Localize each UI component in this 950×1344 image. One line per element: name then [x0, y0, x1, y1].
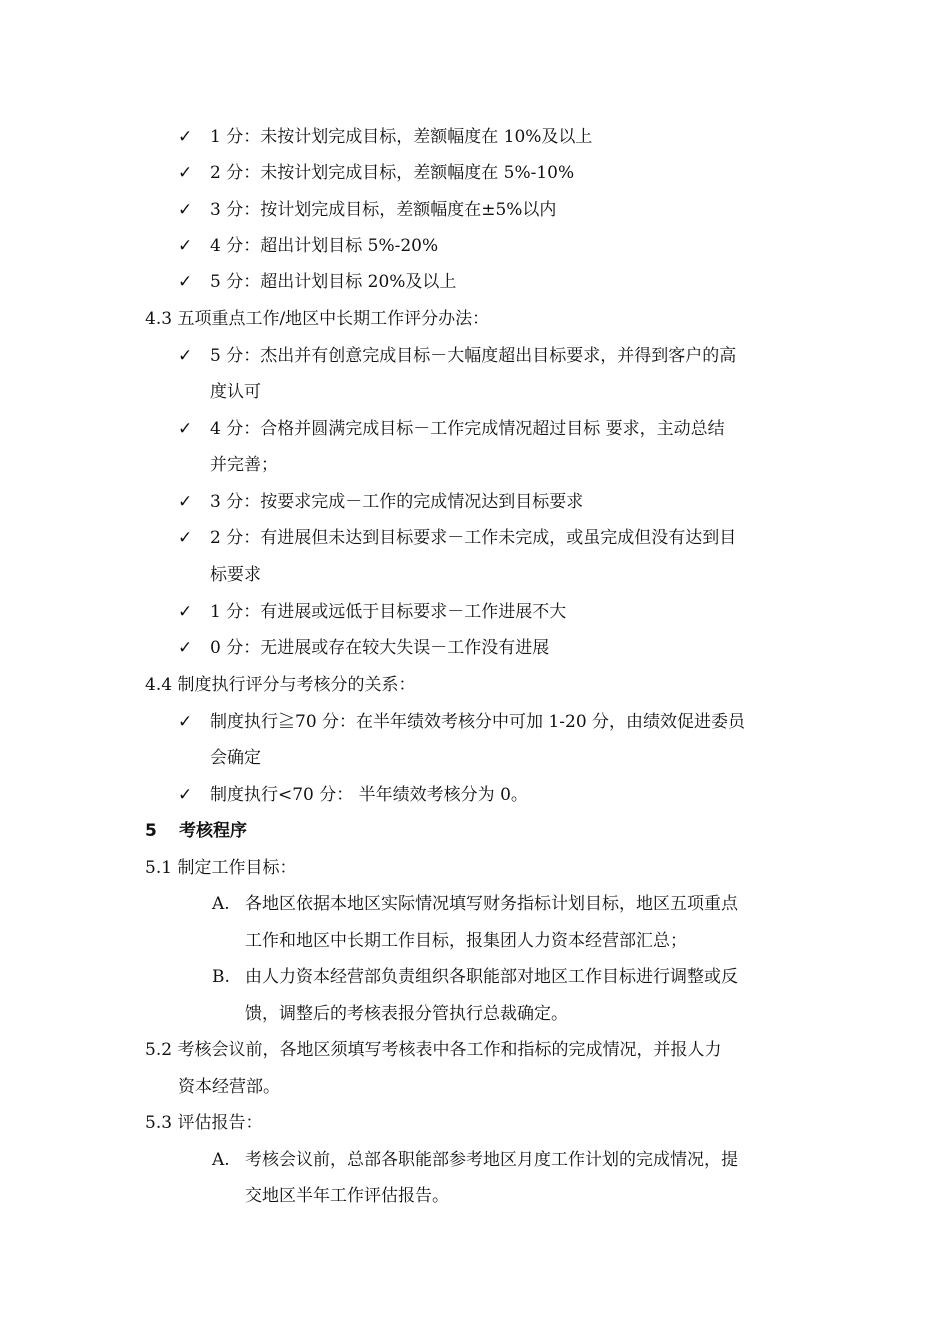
list-item: 0 分：无进展或存在较大失误－工作没有进展	[210, 638, 550, 658]
list-item-continuation: 会确定	[210, 748, 261, 768]
section-heading-5-1: 5.1 制定工作目标：	[145, 858, 297, 878]
check-icon: ✓	[178, 492, 193, 512]
check-icon: ✓	[178, 127, 193, 147]
section-heading-5-3: 5.3 评估报告：	[145, 1113, 263, 1133]
check-icon: ✓	[178, 528, 193, 548]
list-item: 3 分：按要求完成－工作的完成情况达到目标要求	[210, 492, 584, 512]
list-item: 4 分：合格并圆满完成目标－工作完成情况超过目标 要求，主动总结	[210, 419, 725, 439]
list-item: 4 分：超出计划目标 5%-20%	[210, 236, 439, 256]
list-item: 5 分：杰出并有创意完成目标－大幅度超出目标要求，并得到客户的高	[210, 346, 737, 366]
check-icon: ✓	[178, 419, 193, 439]
section-heading-4-4: 4.4 制度执行评分与考核分的关系：	[145, 675, 416, 695]
list-item-continuation: 标要求	[210, 565, 261, 585]
list-item: 考核会议前，总部各职能部参考地区月度工作计划的完成情况，提	[245, 1150, 738, 1170]
paragraph-continuation: 资本经营部。	[178, 1077, 280, 1097]
section-heading-4-3: 4.3 五项重点工作/地区中长期工作评分办法：	[145, 309, 490, 329]
list-item: 制度执行≧70 分：在半年绩效考核分中可加 1-20 分，由绩效促进委员	[210, 712, 746, 732]
list-item: 1 分：未按计划完成目标，差额幅度在 10%及以上	[210, 127, 593, 147]
check-icon: ✓	[178, 236, 193, 256]
list-item: 2 分：未按计划完成目标，差额幅度在 5%-10%	[210, 163, 575, 183]
check-icon: ✓	[178, 163, 193, 183]
list-item: 由人力资本经营部负责组织各职能部对地区工作目标进行调整或反	[245, 967, 738, 987]
list-item: 各地区依据本地区实际情况填写财务指标计划目标，地区五项重点	[245, 894, 738, 914]
list-item: 1 分：有进展或远低于目标要求－工作进展不大	[210, 602, 567, 622]
check-icon: ✓	[178, 346, 193, 366]
check-icon: ✓	[178, 602, 193, 622]
list-item-continuation: 度认可	[210, 382, 261, 402]
list-letter: A.	[212, 894, 230, 914]
check-icon: ✓	[178, 200, 193, 220]
list-letter: A.	[212, 1150, 230, 1170]
list-item-continuation: 交地区半年工作评估报告。	[245, 1186, 449, 1206]
list-item-continuation: 并完善；	[210, 455, 278, 475]
list-letter: B.	[212, 967, 230, 987]
list-item: 5 分：超出计划目标 20%及以上	[210, 272, 457, 292]
check-icon: ✓	[178, 785, 193, 805]
list-item-continuation: 馈，调整后的考核表报分管执行总裁确定。	[245, 1004, 568, 1024]
paragraph-5-2: 5.2 考核会议前，各地区须填写考核表中各工作和指标的完成情况，并报人力	[145, 1040, 722, 1060]
check-icon: ✓	[178, 272, 193, 292]
list-item: 2 分：有进展但未达到目标要求－工作未完成，或虽完成但没有达到目	[210, 528, 737, 548]
list-item: 3 分：按计划完成目标，差额幅度在±5%以内	[210, 200, 557, 220]
section-heading-5	[145, 820, 247, 842]
list-item: 制度执行<70 分： 半年绩效考核分为 0。	[210, 785, 528, 805]
section-title: 考核程序	[179, 821, 247, 841]
check-icon: ✓	[178, 638, 193, 658]
list-item-continuation: 工作和地区中长期工作目标，报集团人力资本经营部汇总；	[245, 931, 687, 951]
check-icon: ✓	[178, 712, 193, 732]
section-number: 5	[145, 821, 157, 841]
